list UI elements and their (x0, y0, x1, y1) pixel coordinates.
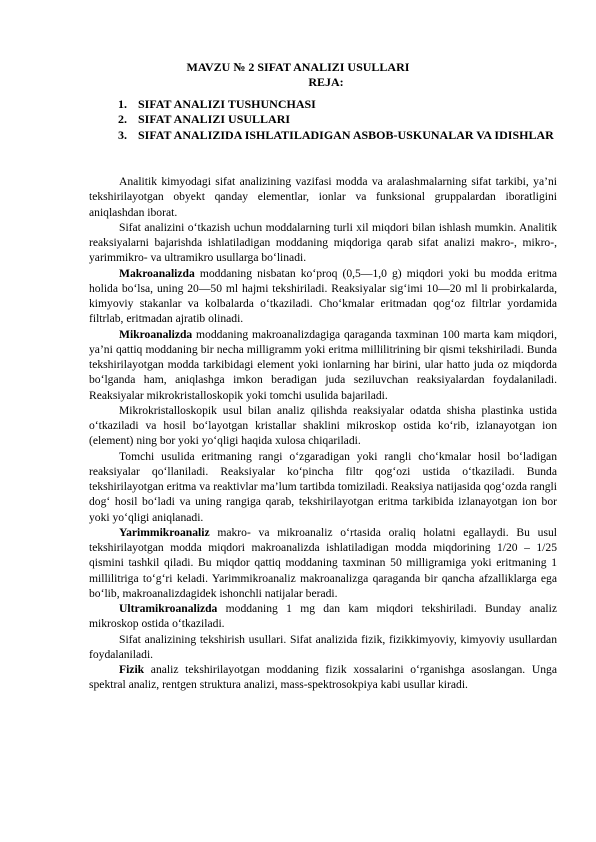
paragraph-drop-method: Tomchi usulida eritmaning rangi o‘zgaradigan yoki rangli cho‘kmalar hosil bo‘ladigan reaksiyalar qo‘llaniladi. Reaksiyalar ko‘pincha filtr qog‘ozi ustida o‘tkaziladi. Bunda tekshirilayotgan eritma va reaktivlar ma’lum tartibda tomiziladi. Reaksiya natijasida qog‘ozda rangli dog‘ hosil bo‘ladi va uning rangiga qarab, tekshirilayotgan eritma tarkibida izlanayotgan ion bor yoki yo‘qligi aniqlanadi. (89, 449, 557, 524)
term-macroanalysis: Makroanalizda (119, 266, 195, 280)
paragraph-methods: Sifat analizini o‘tkazish uchun moddalarning turli xil miqdori bilan ishlash mumkin. Analitik reaksiyalarni bajarishda ishlatiladigan moddaning miqdoriga qarab sifat analizi makro-, mikro-, yarimmikro- va ultramikro usullarga bo‘linadi. (89, 220, 557, 265)
document-body (89, 174, 557, 693)
paragraph-text: analiz tekshirilayotgan moddaning fizik xossalarini o‘rganishga asoslangan. Unga spektral analiz, rentgen struktura analizi, mass-spektrosokpiya kabi usullar kiradi. (89, 663, 557, 692)
term-ultramicroanalysis: Ultramikroanalizda (119, 602, 218, 615)
paragraph-ultramicroanalysis (89, 601, 557, 632)
plan-list (118, 97, 558, 143)
paragraph-test-methods: Sifat analizining tekshirish usullari. Sifat analizida fizik, fizikkimyoviy, kimyoviy usullardan foydalaniladi. (89, 632, 557, 661)
term-semimicroanalysis: Yarimmikroanaliz (119, 525, 210, 539)
term-physical: Fizik (119, 663, 145, 676)
paragraph-semimicroanalysis (89, 525, 557, 601)
paragraph-text: makro- va mikroanaliz o‘rtasida oraliq holatni egallaydi. Bu usul tekshirilayotgan modda miqdori makroanalizda ishlatiladigan modda miqdorining 1/20 – 1/25 qismini tashkil qiladi. Bu miqdor qattiq moddaning taxminan 50 milligramiga yoki eritmaning 1 millilitriga to‘g‘ri keladi. Yarimmikroanaliz makroanalizga qaraganda bir qancha afzalliklarga ega bo‘lib, makroanalizdagidek ishonchli natijalar beradi. (89, 525, 557, 600)
paragraph-text: moddaning makroanalizdagiga qaraganda taxminan 100 marta kam miqdori, ya’ni qattiq moddaning bir necha milligramm yoki eritma millilitrining bir qismi tekshiriladi. Bunda tekshirilayotgan modda tarkibidagi element yoki ionlarning har birini, ular hatto juda oz miqdorda bo‘lganda ham, aniqlashga imkon beradigan juda seziluvchan reaksiyalardan foydalaniladi. Reaksiyalar mikrokristalloskopik yoki tomchi usulida bajariladi. (89, 327, 557, 402)
plan-item (118, 128, 558, 143)
paragraph-physical (89, 662, 557, 693)
plan-item-number: 2. (118, 112, 127, 127)
paragraph-macroanalysis (89, 266, 557, 327)
term-microanalysis: Mikroanalizda (119, 327, 193, 341)
plan-item-text: SIFAT ANALIZIDA ISHLATILADIGAN ASBOB-USKUNALAR VA IDISHLAR (138, 127, 554, 142)
paragraph-microcrystalloscopic: Mikrokristalloskopik usul bilan analiz qilishda reaksiyalar odatda shisha plastinka ustida o‘tkaziladi va hosil bo‘layotgan kristallar shaklini mikroskop ostida ko‘rib, izlanayotgan ion (element) ning bor yoki yo‘qligi haqida xulosa chiqariladi. (89, 403, 557, 448)
plan-item-number: 1. (118, 97, 127, 111)
paragraph-text: moddaning 1 mg dan kam miqdori tekshiriladi. Bunday analiz mikroskop ostida o‘tkaziladi. (89, 602, 557, 631)
plan-item-text: SIFAT ANALIZI USULLARI (138, 112, 291, 127)
plan-heading: REJA: (308, 75, 344, 89)
plan-item (118, 97, 558, 112)
plan-item (118, 112, 558, 127)
paragraph-text: moddaning nisbatan ko‘proq (0,5—1,0 g) miqdori yoki bu modda eritma holida bo‘lsa, uning 20—50 ml hajmi tekshiriladi. Reaksiyalar sig‘imi 10—20 ml li probirkalarda, kimyoviy stakanlar va kolbalarda o‘tkaziladi. Cho‘kmalar eritmadan qog‘oz filtrlar yordamida filtrlab, eritmadan ajratib olinadi. (89, 266, 557, 326)
paragraph-microanalysis (89, 327, 557, 403)
document-title: MAVZU № 2 SIFAT ANALIZI USULLARI (186, 60, 410, 74)
paragraph-intro: Analitik kimyodagi sifat analizining vazifasi modda va aralashmalarning sifat tarkibi, ya’ni tekshirilayotgan obyekt qanday elementlar, ionlar va funksional gruppalardan iboratligini aniqlashdan iborat. (89, 175, 557, 219)
plan-item-text: SIFAT ANALIZI TUSHUNCHASI (138, 97, 316, 111)
plan-item-number: 3. (118, 127, 127, 142)
